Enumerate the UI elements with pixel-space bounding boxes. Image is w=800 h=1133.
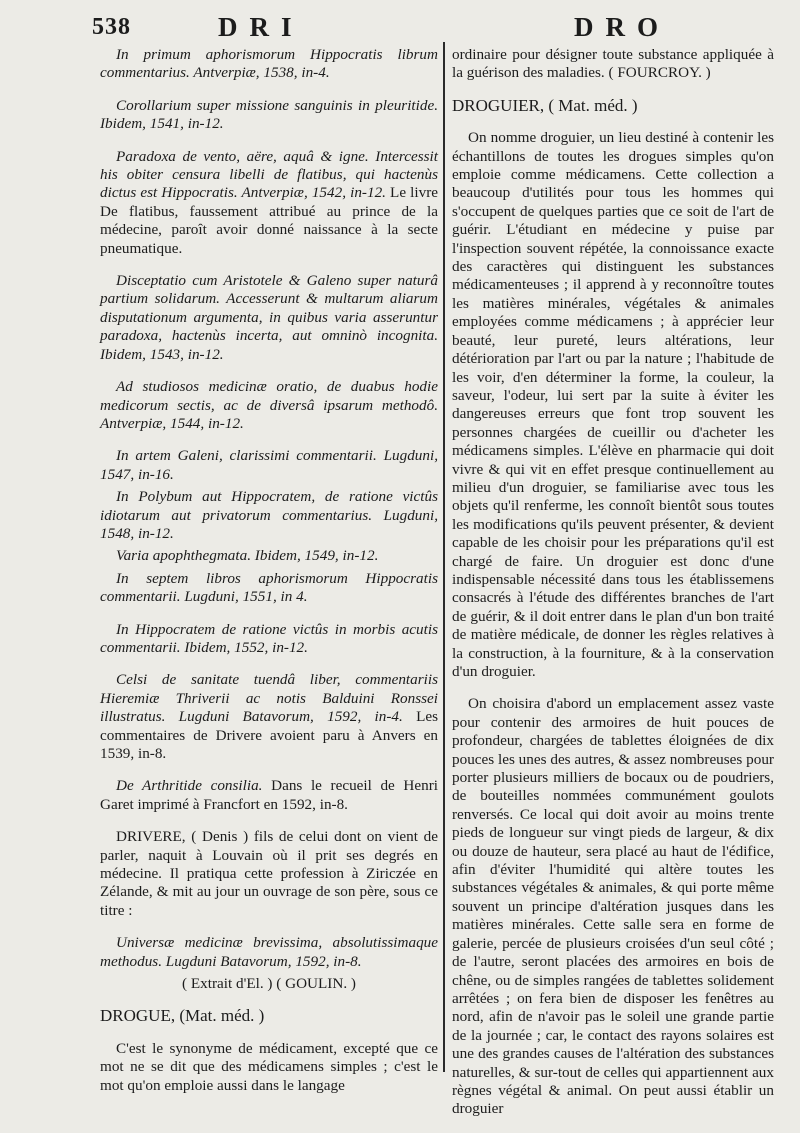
bibliography-entry: In primum aphorismorum Hippocratis librum commentarius. Antverpiæ, 1538, in-4. — [100, 46, 438, 82]
drogue-text: C'est le synonyme de médicament, excepté que ce mot ne se dit que des médicamens simples ; c'est le mot qu'on emploie aussi dans le langage — [100, 1039, 438, 1094]
bibliography-entry: Celsi de sanitate tuendâ liber, commentariis Hieremiæ Thriverii ac notis Balduini Ronssei illustratus. Lugduni Batavorum, 1592, in-4. Les commentaires de Drivere avoient paru à Anvers en 1539, in-8. — [100, 671, 439, 762]
page-number: 538 — [92, 14, 131, 40]
bibliography-entry: In septem libros aphorismorum Hippocratis commentarii. Lugduni, 1551, in 4. — [100, 569, 438, 606]
bibliography-entry: Paradoxa de vento, aëre, aquâ & igne. Intercessit his obiter censura libelli de flatibus, qui hactenùs dictus est Hippocratis. Antverpiæ, 1542, in-12. Le livre De flatibus, faussement attribué au prince de la médecine, paroît avoir donné naissance à la secte pneumatique. — [100, 147, 438, 257]
droguier-paragraph-2: On choisira d'abord un emplacement assez vaste pour contenir des armoires de huit pouces de profondeur, chargées de tablettes éloignées de dix pouces les unes des autres, & assez nombreuses pour porter plusieurs milliers de bocaux ou de poudriers, de bouteilles nommées communément goulots renversés. Ce local qui doit avoir au moins trente pieds de longueur sur vingt pieds de largeur, & dix ou douze de hauteur, sera placé au haut de l'édifice, afin d'éviter l'humidité qui altère toutes les substances végétales & animales, & qui porte même souvent un principe d'altération jusques dans les matières minérales. Cette salle sera en forme de galerie, percée de plusieurs croisées d'un seul côté ; de l'autre, seront placées des armoires en bois de chêne, ou de simples rangées de tablettes solidement arrêtées ; on fera bien de disposer les fenêtres au nord, afin de n'avoir pas le soleil une grande partie de la journée ; car, le contact des rayons solaires est une des grandes causes de l'altération des substances naturelles, & sur-tout de celles qui appartiennent aux règnes végétal & animal. On peut aussi établir un droguier — [452, 695, 774, 1118]
bibliography-entry: Ad studiosos medicinæ oratio, de duabus hodie medicorum sectis, ac de diversâ ipsarum methodô. Antverpiæ, 1544, in-12. — [100, 378, 438, 432]
bibliography-entry: De Arthritide consilia. Dans le recueil de Henri Garet imprimé à Francfort en 1592, in-8. — [100, 777, 438, 813]
running-head-right: DRO — [574, 12, 670, 42]
bibliography-entry: In Hippocratem de ratione victûs in morbis acutis commentarii. Ibidem, 1552, in-12. — [100, 620, 438, 656]
droguier-paragraph-1: On nomme droguier, un lieu destiné à contenir les échantillons de toutes les drogues simples qu'on emploie comme médicamens. Cette collection a beaucoup d'utilités pour tous les hommes qui s'occupent de quelques parties que ce soit de l'art de guérir. L'étudiant en médecine y puise par l'inspection souvent répétée, la connoissance exacte des caractères qui distinguent les substances médicamenteuses ; il apprend à y reconnoître toutes les matières minérales, végétales & animales employées comme médicamens ; à apprécier leur beauté, leur pureté, leurs altérations, leur détérioration par l'art ou par la nature ; l'habitude de les voir, d'en déterminer la forme, la couleur, la saveur, l'odeur, lui sert par la suite à éviter les dangereuses erreurs que font trop souvent les personnes chargées de cueillir ou d'acheter les médicamens simples. L'élève en pharmacie qui doit vivre & qui vit en effet presque continuellement au milieu d'un droguier, se familiarise avec tous les objets qu'il renferme, les connoît bientôt sous toutes les modifications qu'ils peuvent présenter, & devient capable de les choisir pour les préparations qu'il est chargé de faire. Un droguier est donc d'une indispensable nécessité dans tous les établissemens consacrés à l'étude des différentes branches de l'art de guérir, & il doit entrer dans le plan d'un bon traité de matière médicale, de donner les règles relatives à la construction, à la fourniture, & à la conservation d'un droguier. — [452, 129, 774, 680]
drogue-continuation: ordinaire pour désigner toute substance appliquée à la guérison des maladies. ( FOURCROY. ) — [452, 46, 774, 82]
drivere-paragraph: DRIVERE, ( Denis ) fils de celui dont on vient de parler, naquit à Louvain où il prit ses degrés en médecine. Il pratiqua cette profession à Ziriczée en Zélande, & mit au jour un ouvrage de son père, sous ce titre : — [100, 828, 438, 919]
column-divider — [443, 42, 445, 1072]
drogue-heading: DROGUE, (Mat. méd. ) — [100, 1006, 265, 1026]
page-header — [0, 8, 800, 44]
left-column — [100, 46, 438, 1109]
bibliography-entry: In artem Galeni, clarissimi commentarii. Lugduni, 1547, in-16. — [100, 447, 438, 483]
right-column — [452, 46, 774, 1133]
bibliography-entry: Disceptatio cum Aristotele & Galeno super naturâ partium solidarum. Accesserunt & multarum aliarum disputationum argumenta, in quibus varia asseruntur paradoxa, hactenùs incerta, aut omninò incognita. Ibidem, 1543, in-12. — [100, 272, 438, 363]
bibliography-entry: In Polybum aut Hippocratem, de ratione victûs idiotarum aut privatorum commentarius. Lugduni, 1548, in-12. — [100, 488, 438, 542]
universa-work-title: Universæ medicinæ brevissima, absolutissimaque methodus. Lugduni Batavorum, 1592, in-8. — [100, 934, 438, 970]
running-head-left: DRI — [218, 12, 304, 42]
droguier-heading: DROGUIER, ( Mat. méd. ) — [452, 95, 638, 115]
attribution: ( Extrait d'El. ) ( GOULIN. ) — [182, 975, 356, 993]
bibliography-entry: Varia apophthegmata. Ibidem, 1549, in-12. — [116, 547, 379, 565]
bibliography-entry: Corollarium super missione sanguinis in pleuritide. Ibidem, 1541, in-12. — [100, 96, 438, 133]
